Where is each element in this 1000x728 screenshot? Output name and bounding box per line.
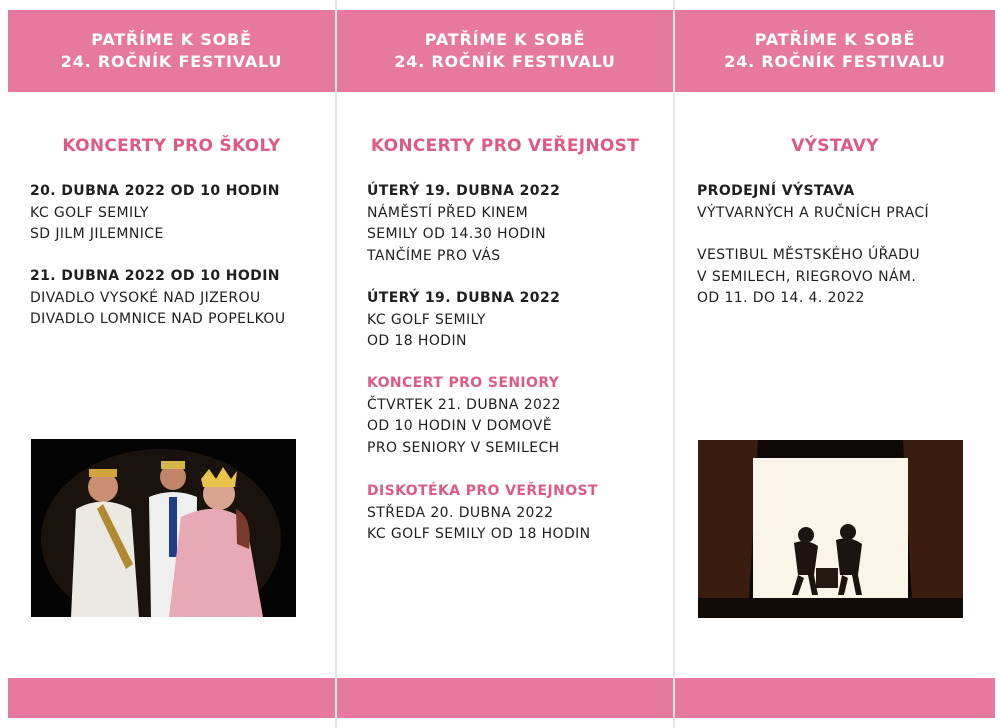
- panel-exhibitions: [675, 0, 995, 728]
- event-line: KC GOLF SEMILY: [30, 204, 149, 221]
- event-line: SEMILY OD 14.30 HODIN: [367, 226, 546, 242]
- header-title: PATŘÍME K SOBĚ: [91, 30, 252, 49]
- panel-header: [8, 10, 335, 92]
- disco-block: [367, 481, 598, 546]
- theater-photo: [31, 439, 296, 617]
- event-title: DISKOTÉKA PRO VEŘEJNOST: [367, 483, 598, 499]
- panel-footer: [337, 678, 673, 718]
- event-date: ÚTERÝ 19. DUBNA 2022: [367, 183, 561, 199]
- event-line: PRO SENIORY V SEMILECH: [367, 439, 560, 456]
- event-line: NÁMĚSTÍ PŘED KINEM: [367, 204, 529, 221]
- event-line: TANČÍME PRO VÁS: [367, 247, 501, 264]
- event-date: ÚTERÝ 19. DUBNA 2022: [367, 290, 561, 306]
- section-heading: VÝSTAVY: [791, 136, 879, 156]
- event-line: STŘEDA 20. DUBNA 2022: [367, 504, 554, 521]
- location-line: V SEMILECH, RIEGROVO NÁM.: [697, 268, 917, 285]
- event-line: DIVADLO LOMNICE NAD POPELKOU: [30, 311, 286, 327]
- header-subtitle: 24. ROČNÍK FESTIVALU: [60, 52, 283, 71]
- event-line: DIVADLO VYSOKÉ NAD JIZEROU: [30, 289, 261, 306]
- event-block: [30, 266, 286, 331]
- exhibition-subtitle: VÝTVARNÝCH A RUČNÍCH PRACÍ: [697, 204, 930, 221]
- exhibition-location-block: [697, 245, 920, 310]
- event-line: KC GOLF SEMILY: [367, 311, 486, 328]
- panel-footer: [8, 678, 335, 718]
- event-block: [367, 288, 560, 353]
- exhibition-block: [697, 181, 929, 224]
- event-line: OD 18 HODIN: [367, 333, 467, 349]
- seniors-concert-block: [367, 373, 561, 459]
- shadow-theater-photo: [698, 440, 963, 618]
- panel-header: [675, 10, 995, 92]
- section-heading: KONCERTY PRO VEŘEJNOST: [370, 136, 640, 156]
- header-title: PATŘÍME K SOBĚ: [424, 30, 586, 49]
- event-block: [367, 181, 560, 267]
- location-line: OD 11. DO 14. 4. 2022: [697, 290, 865, 306]
- exhibition-title: PRODEJNÍ VÝSTAVA: [697, 183, 855, 199]
- header-subtitle: 24. ROČNÍK FESTIVALU: [724, 52, 946, 71]
- event-line: KC GOLF SEMILY OD 18 HODIN: [367, 526, 591, 542]
- event-line: ČTVRTEK 21. DUBNA 2022: [367, 396, 561, 413]
- panel-header: [337, 10, 673, 92]
- header-subtitle: 24. ROČNÍK FESTIVALU: [394, 52, 616, 71]
- panel-public: [337, 0, 673, 728]
- event-title: KONCERT PRO SENIORY: [367, 375, 560, 391]
- header-title: PATŘÍME K SOBĚ: [754, 30, 916, 49]
- event-line: OD 10 HODIN V DOMOVĚ: [367, 418, 552, 434]
- event-date: 21. DUBNA 2022 OD 10 HODIN: [30, 268, 280, 284]
- section-heading: KONCERTY PRO ŠKOLY: [62, 136, 281, 156]
- panel-footer: [675, 678, 995, 718]
- event-line: SD JILM JILEMNICE: [30, 226, 164, 242]
- event-block: [30, 181, 280, 246]
- event-date: 20. DUBNA 2022 OD 10 HODIN: [30, 183, 280, 199]
- theater-photo-image: [31, 439, 296, 617]
- location-line: VESTIBUL MĚSTSKÉHO ÚŘADU: [697, 247, 920, 263]
- panel-schools: [8, 0, 335, 728]
- shadow-theater-image: [698, 440, 963, 618]
